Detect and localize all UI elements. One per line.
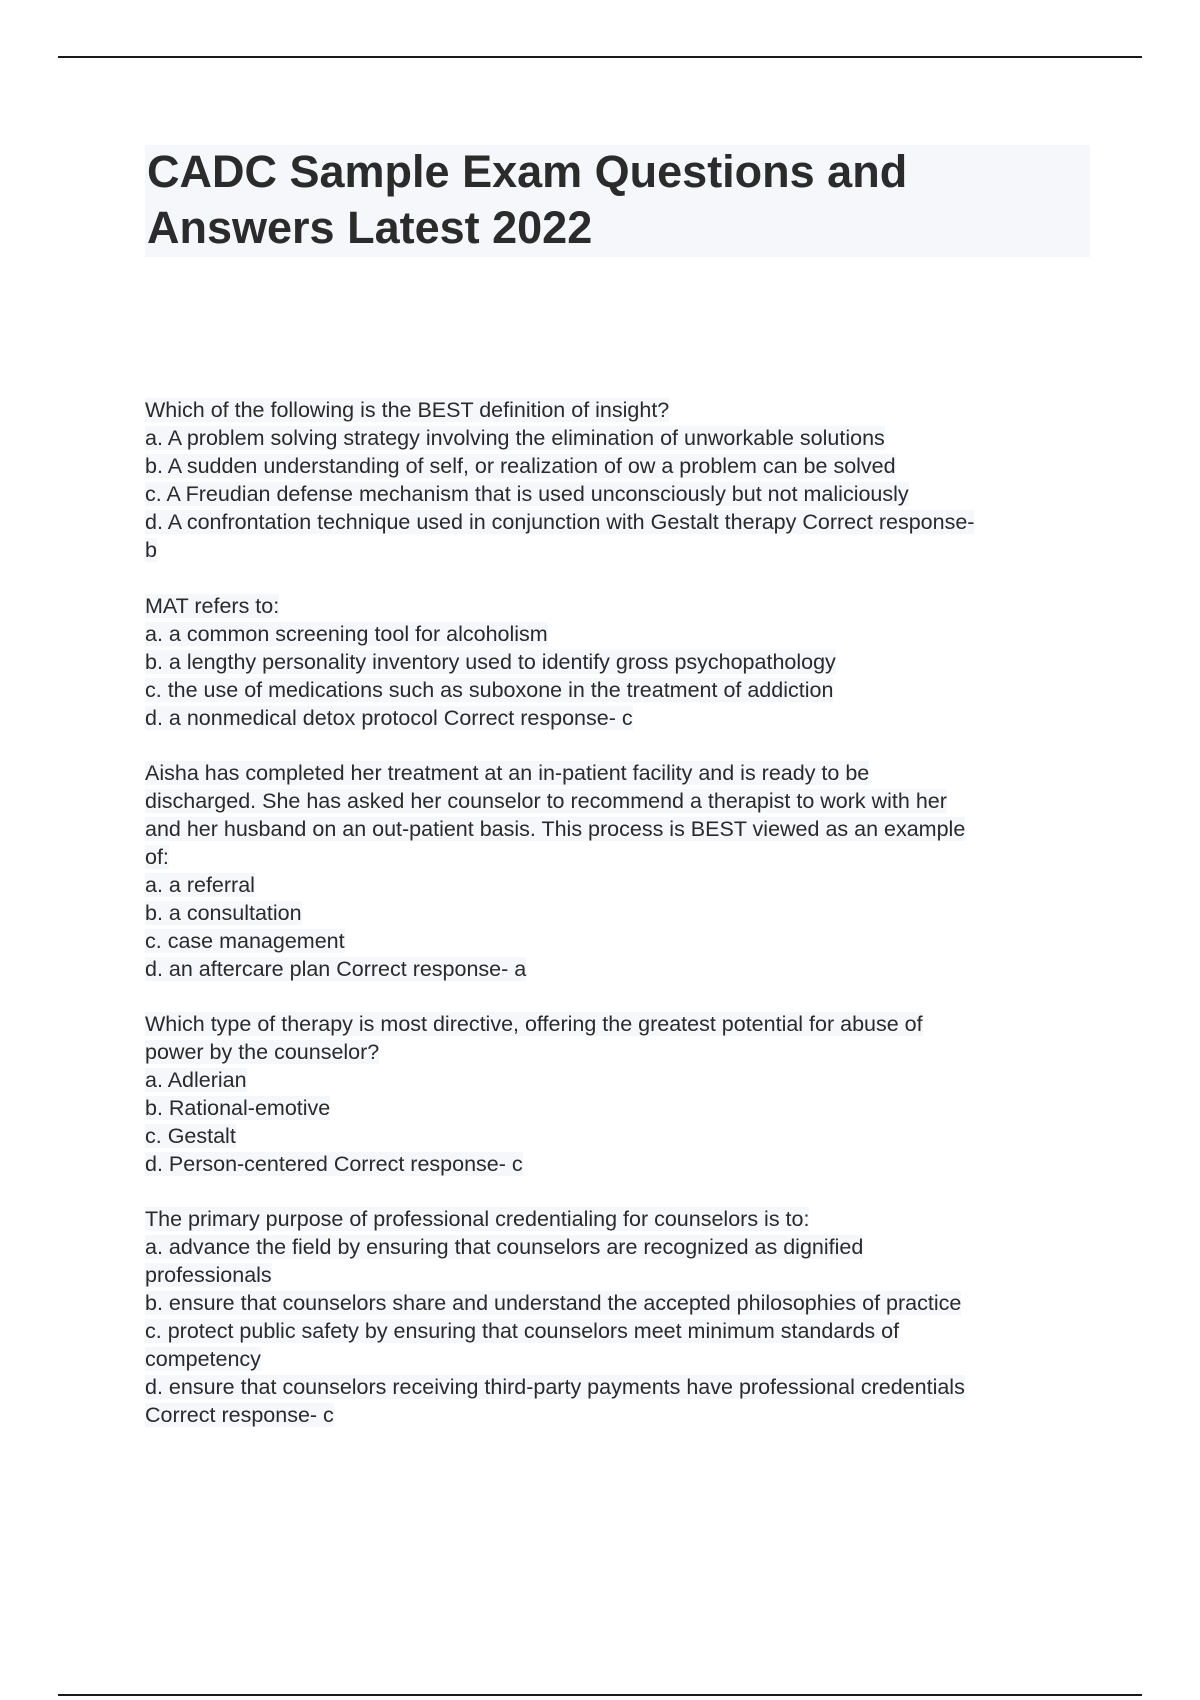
correct-response: b [145,538,157,562]
answer-option: a. advance the field by ensuring that counselors are recognized as dignified [145,1235,864,1259]
answer-option: b. A sudden understanding of self, or realization of ow a problem can be solved [145,454,896,478]
question-text: of: [145,845,169,869]
question-text: and her husband on an out-patient basis. This process is BEST viewed as an example [145,817,966,841]
answer-option: c. protect public safety by ensuring that counselors meet minimum standards of [145,1319,900,1343]
question-block-2 [145,592,1090,732]
answer-option: c. Gestalt [145,1124,236,1148]
answer-option: b. ensure that counselors share and understand the accepted philosophies of practice [145,1291,962,1315]
answer-option: d. A confrontation technique used in conjunction with Gestalt therapy Correct response- [145,510,975,534]
question-text: Aisha has completed her treatment at an in-patient facility and is ready to be [145,761,870,785]
answer-option: a. a referral [145,873,255,897]
answer-option: a. A problem solving strategy involving the elimination of unworkable solutions [145,426,885,450]
question-text: discharged. She has asked her counselor to recommend a therapist to work with her [145,789,947,813]
answer-option: b. a consultation [145,901,302,925]
header-rule [58,56,1142,58]
footer-rule [58,1694,1142,1696]
question-text: Which of the following is the BEST definition of insight? [145,398,670,422]
question-text: The primary purpose of professional credentialing for counselors is to: [145,1207,810,1231]
answer-option: a. a common screening tool for alcoholism [145,622,548,646]
question-block-1 [145,396,1090,564]
answer-option: c. A Freudian defense mechanism that is used unconsciously but not maliciously [145,482,909,506]
answer-option: b. a lengthy personality inventory used to identify gross psychopathology [145,650,836,674]
question-text: Which type of therapy is most directive, offering the greatest potential for abuse of [145,1012,923,1036]
question-block-5 [145,1205,1090,1429]
answer-option: a. Adlerian [145,1068,247,1092]
answer-option: d. Person-centered Correct response- c [145,1152,523,1176]
answer-option: d. a nonmedical detox protocol Correct response- c [145,706,633,730]
question-block-3 [145,759,1090,983]
title-line: CADC Sample Exam Questions and [147,146,908,197]
answer-option: competency [145,1347,261,1371]
answer-option: professionals [145,1263,272,1287]
answer-option: c. the use of medications such as suboxone in the treatment of addiction [145,678,834,702]
title-line: Answers Latest 2022 [147,202,593,253]
question-text: power by the counselor? [145,1040,380,1064]
answer-option: d. an aftercare plan Correct response- a [145,957,527,981]
answer-option: c. case management [145,929,345,953]
answer-option: b. Rational-emotive [145,1096,331,1120]
question-block-4 [145,1010,1090,1178]
answer-option: d. ensure that counselors receiving third-party payments have professional credentials [145,1375,965,1399]
question-text: MAT refers to: [145,594,280,618]
document-title [145,145,1090,257]
correct-response: Correct response- c [145,1403,334,1427]
